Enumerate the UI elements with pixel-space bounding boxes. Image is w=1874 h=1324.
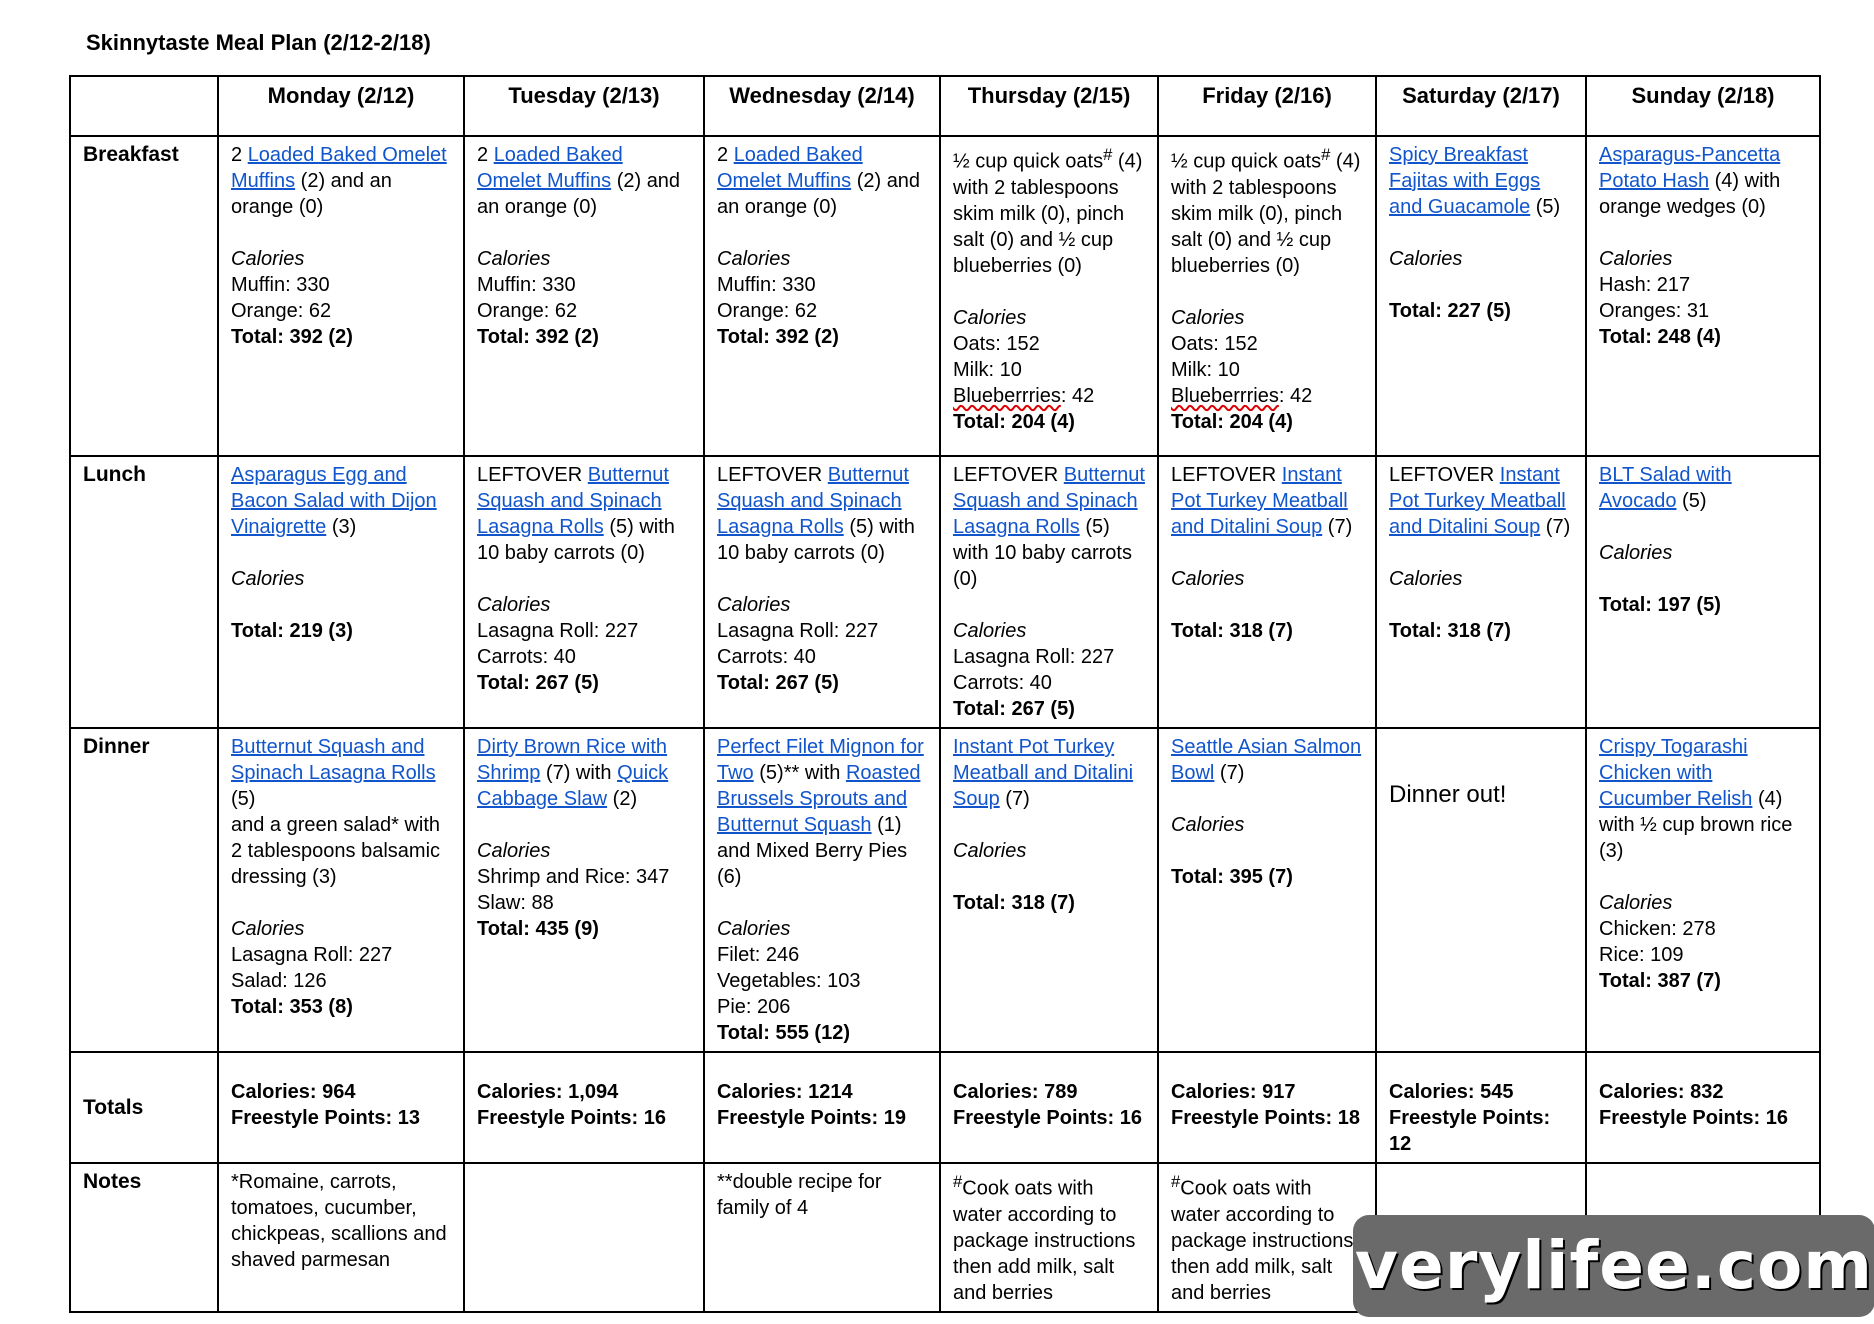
day-header-wednesday: Wednesday (2/14) xyxy=(704,76,940,136)
calorie-total: Total: 392 (2) xyxy=(717,326,839,348)
recipe-link[interactable]: Loaded Baked Omelet Muffins xyxy=(231,144,447,192)
calorie-item: Muffin: 330 xyxy=(477,274,576,296)
meal-description: Asparagus-Pancetta Potato Hash (4) with orange wedges (0) xyxy=(1599,144,1781,218)
recipe-link[interactable]: Seattle Asian Salmon Bowl xyxy=(1171,736,1362,784)
calories-label: Calories xyxy=(717,248,791,270)
recipe-link[interactable]: Instant Pot Turkey Meatball and Ditalini Soup xyxy=(1171,464,1348,538)
totals-friday xyxy=(1158,1052,1376,1163)
lunch-friday xyxy=(1158,456,1376,728)
calorie-item: Lasagna Roll: 227 xyxy=(231,944,393,966)
day-header-saturday: Saturday (2/17) xyxy=(1376,76,1586,136)
calorie-total: Total: 353 (8) xyxy=(231,996,353,1018)
calorie-item: Carrots: 40 xyxy=(953,672,1052,694)
notes-thursday: #Cook oats with water according to package instructions then add milk, salt and berries xyxy=(940,1163,1158,1312)
misspelled-word: Blueberrries xyxy=(953,384,1061,407)
day-header-thursday: Thursday (2/15) xyxy=(940,76,1158,136)
watermark-logo: verylifee.com xyxy=(1353,1215,1874,1317)
calorie-total: Total: 392 (2) xyxy=(231,326,353,348)
totals-wednesday xyxy=(704,1052,940,1163)
day-header-sunday: Sunday (2/18) xyxy=(1586,76,1820,136)
calorie-item: Muffin: 330 xyxy=(717,274,816,296)
calorie-item: Lasagna Roll: 227 xyxy=(477,620,639,642)
total-points: Freestyle Points: 16 xyxy=(1599,1107,1788,1129)
calorie-item: Shrimp and Rice: 347 xyxy=(477,866,670,888)
calorie-total: Total: 219 (3) xyxy=(231,620,353,642)
total-points: Freestyle Points: 13 xyxy=(231,1107,420,1129)
calorie-total: Total: 318 (7) xyxy=(953,892,1075,914)
calorie-item: Muffin: 330 xyxy=(231,274,330,296)
dinner-wednesday xyxy=(704,728,940,1052)
calorie-total: Total: 387 (7) xyxy=(1599,970,1721,992)
calorie-total: Total: 392 (2) xyxy=(477,326,599,348)
calorie-item: Lasagna Roll: 227 xyxy=(717,620,879,642)
calorie-item: Milk: 10 xyxy=(953,358,1022,381)
calorie-item: Chicken: 278 xyxy=(1599,918,1716,940)
dinner-tuesday xyxy=(464,728,704,1052)
recipe-link[interactable]: Instant Pot Turkey Meatball and Ditalini Soup xyxy=(1389,464,1566,538)
calories-label: Calories xyxy=(231,918,305,940)
calories-label: Calories xyxy=(1599,892,1673,914)
calories-label: Calories xyxy=(1171,814,1245,836)
calories-label: Calories xyxy=(1171,568,1245,590)
recipe-link[interactable]: BLT Salad with Avocado xyxy=(1599,464,1732,512)
lunch-thursday xyxy=(940,456,1158,728)
recipe-link[interactable]: Butternut Squash and Spinach Lasagna Rolls xyxy=(231,736,436,784)
calorie-item: Vegetables: 103 xyxy=(717,970,861,992)
recipe-link[interactable]: Dirty Brown Rice with Shrimp xyxy=(477,736,668,784)
total-points: Freestyle Points: 16 xyxy=(953,1107,1142,1129)
calorie-total: Total: 197 (5) xyxy=(1599,594,1721,616)
total-calories: Calories: 1,094 xyxy=(477,1081,619,1103)
breakfast-tuesday xyxy=(464,136,704,456)
dinner-thursday xyxy=(940,728,1158,1052)
meal-description: LEFTOVER Butternut Squash and Spinach Lasagna Rolls (5) with 10 baby carrots (0) xyxy=(953,464,1145,590)
calories-label: Calories xyxy=(953,840,1027,862)
calorie-total: Total: 267 (5) xyxy=(717,672,839,694)
calories-label: Calories xyxy=(1599,248,1673,270)
recipe-link-side[interactable]: Quick Cabbage Slaw xyxy=(477,762,669,810)
recipe-link[interactable]: Butternut Squash and Spinach Lasagna Rolls xyxy=(953,464,1145,538)
total-calories: Calories: 964 xyxy=(231,1081,356,1103)
calories-label: Calories xyxy=(717,918,791,940)
calorie-total: Total: 204 (4) xyxy=(1171,410,1293,433)
calories-label: Calories xyxy=(953,306,1027,329)
calorie-total: Total: 395 (7) xyxy=(1171,866,1293,888)
calorie-total: Total: 267 (5) xyxy=(477,672,599,694)
breakfast-sunday xyxy=(1586,136,1820,456)
calorie-total: Total: 204 (4) xyxy=(953,410,1075,433)
totals-row xyxy=(70,1052,1820,1163)
calories-label: Calories xyxy=(477,248,551,270)
calories-label: Calories xyxy=(231,568,305,590)
meal-description: LEFTOVER Butternut Squash and Spinach Lasagna Rolls (5) with 10 baby carrots (0) xyxy=(477,464,675,564)
meal-description: 2 Loaded Baked Omelet Muffins (2) and an orange (0) xyxy=(477,144,681,218)
meal-description: LEFTOVER Instant Pot Turkey Meatball and Ditalini Soup (7) xyxy=(1171,464,1353,538)
row-label-dinner: Dinner xyxy=(70,728,218,1052)
calorie-total: Total: 267 (5) xyxy=(953,698,1075,720)
calorie-total: Total: 227 (5) xyxy=(1389,300,1511,322)
calorie-total: Total: 318 (7) xyxy=(1389,620,1511,642)
calorie-item: Salad: 126 xyxy=(231,970,327,992)
calories-label: Calories xyxy=(1389,248,1463,270)
hash-mark: # xyxy=(1103,145,1113,164)
recipe-link[interactable]: Asparagus-Pancetta Potato Hash xyxy=(1599,144,1781,192)
recipe-link[interactable]: Crispy Togarashi Chicken with Cucumber Relish xyxy=(1599,736,1753,810)
calorie-item: Orange: 62 xyxy=(231,300,332,322)
meal-description: Seattle Asian Salmon Bowl (7) xyxy=(1171,736,1362,784)
row-label-totals: Totals xyxy=(70,1052,218,1163)
total-points: Freestyle Points: 16 xyxy=(477,1107,666,1129)
calorie-item: Rice: 109 xyxy=(1599,944,1684,966)
calorie-item: Slaw: 88 xyxy=(477,892,554,914)
calorie-item: Orange: 62 xyxy=(717,300,818,322)
dinner-out-text: Dinner out! xyxy=(1389,781,1507,808)
total-calories: Calories: 545 xyxy=(1389,1081,1514,1103)
recipe-link[interactable]: Loaded Baked Omelet Muffins xyxy=(717,144,863,192)
meal-description: Asparagus Egg and Bacon Salad with Dijon Vinaigrette (3) xyxy=(231,464,437,538)
calories-label: Calories xyxy=(1599,542,1673,564)
breakfast-saturday xyxy=(1376,136,1586,456)
calories-label: Calories xyxy=(1171,306,1245,329)
breakfast-row xyxy=(70,136,1820,456)
day-header-friday: Friday (2/16) xyxy=(1158,76,1376,136)
meal-description: LEFTOVER Instant Pot Turkey Meatball and Ditalini Soup (7) xyxy=(1389,464,1571,538)
meal-description: ½ cup quick oats# (4) with 2 tablespoons skim milk (0), pinch salt (0) and ½ cup blueberries (0) xyxy=(953,145,1143,277)
recipe-link[interactable]: Asparagus Egg and Bacon Salad with Dijon Vinaigrette xyxy=(231,464,437,538)
calorie-item: Milk: 10 xyxy=(1171,358,1240,381)
row-label-breakfast: Breakfast xyxy=(70,136,218,456)
calorie-item: Pie: 206 xyxy=(717,996,791,1018)
calories-label: Calories xyxy=(231,248,305,270)
meal-side: and a green salad* with 2 tablespoons balsamic dressing (3) xyxy=(231,814,441,888)
breakfast-wednesday xyxy=(704,136,940,456)
lunch-tuesday xyxy=(464,456,704,728)
lunch-saturday xyxy=(1376,456,1586,728)
lunch-row xyxy=(70,456,1820,728)
corner-cell xyxy=(70,76,218,136)
calories-label: Calories xyxy=(1389,568,1463,590)
notes-wednesday: **double recipe for family of 4 xyxy=(704,1163,940,1312)
dinner-row xyxy=(70,728,1820,1052)
calories-label: Calories xyxy=(477,594,551,616)
page-title: Skinnytaste Meal Plan (2/12-2/18) xyxy=(86,30,431,55)
calorie-total: Total: 248 (4) xyxy=(1599,326,1721,348)
dinner-sunday xyxy=(1586,728,1820,1052)
notes-tuesday xyxy=(464,1163,704,1312)
breakfast-thursday xyxy=(940,136,1158,456)
calorie-item: Oats: 152 xyxy=(953,332,1040,355)
meal-description: 2 Loaded Baked Omelet Muffins (2) and an orange (0) xyxy=(717,144,921,218)
dinner-friday xyxy=(1158,728,1376,1052)
calorie-total: Total: 318 (7) xyxy=(1171,620,1293,642)
meal-description: Spicy Breakfast Fajitas with Eggs and Guacamole (5) xyxy=(1389,144,1561,218)
meal-description: Butternut Squash and Spinach Lasagna Rolls (5) xyxy=(231,736,436,810)
totals-tuesday xyxy=(464,1052,704,1163)
total-calories: Calories: 789 xyxy=(953,1081,1078,1103)
dinner-saturday xyxy=(1376,728,1586,1052)
total-calories: Calories: 832 xyxy=(1599,1081,1724,1103)
meal-description: 2 Loaded Baked Omelet Muffins (2) and an orange (0) xyxy=(231,144,447,218)
recipe-link[interactable]: Butternut Squash and Spinach Lasagna Rolls xyxy=(477,464,669,538)
lunch-sunday xyxy=(1586,456,1820,728)
meal-description: LEFTOVER Butternut Squash and Spinach Lasagna Rolls (5) with 10 baby carrots (0) xyxy=(717,464,915,564)
calorie-item: Filet: 246 xyxy=(717,944,800,966)
notes-friday: #Cook oats with water according to package instructions then add milk, salt and berries xyxy=(1158,1163,1376,1312)
calories-label: Calories xyxy=(477,840,551,862)
lunch-monday xyxy=(218,456,464,728)
hash-mark: # xyxy=(1321,145,1331,164)
recipe-link[interactable]: Instant Pot Turkey Meatball and Ditalini Soup xyxy=(953,736,1134,810)
meal-description: Perfect Filet Mignon for Two (5)** with Roasted Brussels Sprouts and Butternut Squash (1) and Mixed Berry Pies (6) xyxy=(717,736,924,888)
calorie-item: Blueberrries: 42 xyxy=(953,384,1095,407)
breakfast-friday xyxy=(1158,136,1376,456)
breakfast-monday xyxy=(218,136,464,456)
totals-monday xyxy=(218,1052,464,1163)
meal-description: Dirty Brown Rice with Shrimp (7) with Quick Cabbage Slaw (2) xyxy=(477,736,669,810)
calorie-total: Total: 555 (12) xyxy=(717,1022,850,1044)
calorie-item: Carrots: 40 xyxy=(717,646,816,668)
calorie-item: Oranges: 31 xyxy=(1599,300,1710,322)
day-header-tuesday: Tuesday (2/13) xyxy=(464,76,704,136)
misspelled-word: Blueberrries xyxy=(1171,384,1279,407)
meal-description: Crispy Togarashi Chicken with Cucumber Relish (4) with ½ cup brown rice (3) xyxy=(1599,736,1793,862)
totals-saturday xyxy=(1376,1052,1586,1163)
totals-sunday xyxy=(1586,1052,1820,1163)
calorie-item: Oats: 152 xyxy=(1171,332,1258,355)
recipe-link[interactable]: Perfect Filet Mignon for Two xyxy=(717,736,924,784)
recipe-link[interactable]: Butternut Squash and Spinach Lasagna Rolls xyxy=(717,464,909,538)
header-row xyxy=(70,76,1820,136)
calorie-item: Blueberrries: 42 xyxy=(1171,384,1313,407)
hash-mark: # xyxy=(1171,1172,1181,1191)
meal-description: Instant Pot Turkey Meatball and Ditalini Soup (7) xyxy=(953,736,1134,810)
hash-mark: # xyxy=(953,1172,963,1191)
calorie-item: Carrots: 40 xyxy=(477,646,576,668)
day-header-monday: Monday (2/12) xyxy=(218,76,464,136)
recipe-link[interactable]: Spicy Breakfast Fajitas with Eggs and Guacamole xyxy=(1389,144,1541,218)
total-points: Freestyle Points: 18 xyxy=(1171,1107,1360,1129)
recipe-link[interactable]: Loaded Baked Omelet Muffins xyxy=(477,144,623,192)
meal-description: ½ cup quick oats# (4) with 2 tablespoons skim milk (0), pinch salt (0) and ½ cup blueberries (0) xyxy=(1171,145,1361,277)
row-label-lunch: Lunch xyxy=(70,456,218,728)
notes-monday: *Romaine, carrots, tomatoes, cucumber, chickpeas, scallions and shaved parmesan xyxy=(218,1163,464,1312)
totals-thursday xyxy=(940,1052,1158,1163)
calorie-item: Hash: 217 xyxy=(1599,274,1691,296)
meal-plan-table xyxy=(69,75,1821,1313)
calories-label: Calories xyxy=(953,620,1027,642)
row-label-notes: Notes xyxy=(70,1163,218,1312)
calorie-item: Orange: 62 xyxy=(477,300,578,322)
total-calories: Calories: 1214 xyxy=(717,1081,853,1103)
lunch-wednesday xyxy=(704,456,940,728)
total-calories: Calories: 917 xyxy=(1171,1081,1296,1103)
calories-label: Calories xyxy=(717,594,791,616)
meal-description: BLT Salad with Avocado (5) xyxy=(1599,464,1732,512)
recipe-link-side[interactable]: Roasted Brussels Sprouts and Butternut Squash xyxy=(717,762,921,836)
total-points: Freestyle Points: 12 xyxy=(1389,1107,1551,1155)
calorie-item: Lasagna Roll: 227 xyxy=(953,646,1115,668)
total-points: Freestyle Points: 19 xyxy=(717,1107,906,1129)
calorie-total: Total: 435 (9) xyxy=(477,918,599,940)
dinner-monday xyxy=(218,728,464,1052)
